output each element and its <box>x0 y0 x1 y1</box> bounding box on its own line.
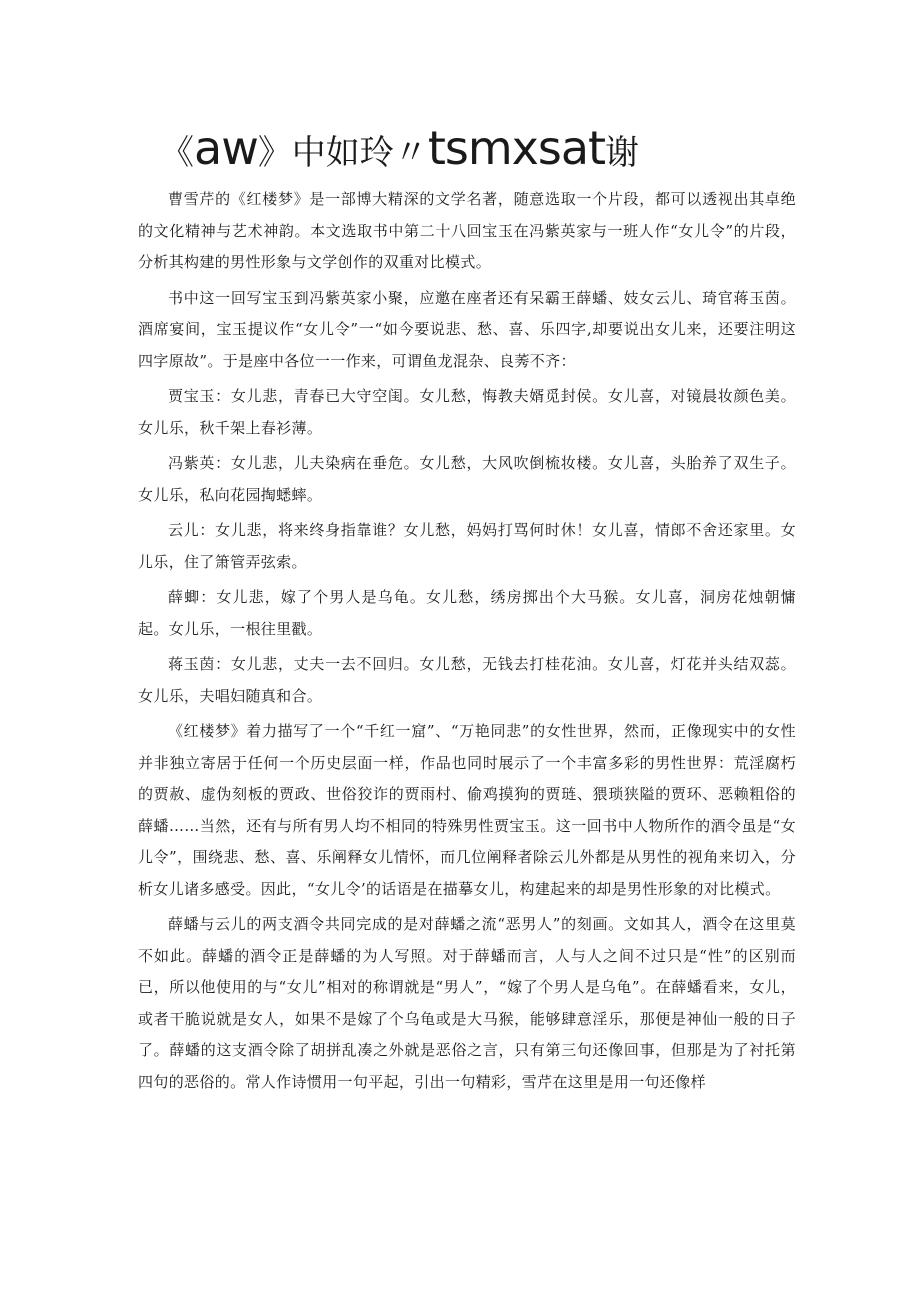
paragraph: 贾宝玉：女儿悲，青春已大守空闺。女儿愁，悔教夫婿觅封侯。女儿喜，对镜晨妆颜色美。女儿乐，秋千架上春衫薄。 <box>138 387 796 437</box>
paragraph: 蒋玉茵：女儿悲，丈夫一去不回归。女儿愁，无钱去打桂花油。女儿喜，灯花并头结双蕊。女儿乐，夫唱妇随真和合。 <box>138 655 796 705</box>
paragraph: 书中这一回写宝玉到冯紫英家小聚，应邀在座者还有呆霸王薛蟠、妓女云儿、琦官蒋玉茵。酒席宴间，宝玉提议作“女儿令”一“如今要说悲、愁、喜、乐四字,却要说出女儿来，还要注明这四字原故”。于是座中各位一一作来，可谓鱼龙混杂、良莠不齐： <box>138 288 796 370</box>
title-segment: aw <box>194 121 258 175</box>
paragraph: 曹雪芹的《红楼梦》是一部博大精深的文学名著，随意选取一个片段，都可以透视出其卓绝的文化精神与艺术神韵。本文选取书中第二十八回宝玉在冯紫英家与一班人作“女儿令”的片段，分析其构建的男性形象与文学创作的双重对比模式。 <box>138 190 796 271</box>
title-segment: tsmxsat <box>427 121 606 175</box>
paragraph: 《红楼梦》着力描写了一个“千红一窟”、“万艳同悲”的女性世界，然而，正像现实中的女性并非独立寄居于任何一个历史层面一样，作品也同时展示了一个丰富多彩的男性世界：荒淫腐朽的贾赦、虚伪刻板的贾政、世俗狡诈的贾雨村、偷鸡摸狗的贾琏、猥琐狭隘的贾环、恶赖粗俗的薛蟠……当然，还有与所有男人均不相同的特殊男性贾宝玉。这一回书中人物所作的酒令虽是“女儿令”，围绕悲、愁、喜、乐阐释女儿情怀，而几位阐释者除云儿外都是从男性的视角来切入，分析女儿诸多感受。因此，“女儿令’的话语是在描摹女儿，构建起来的却是男性形象的对比模式。 <box>138 722 796 898</box>
document-title <box>160 118 800 178</box>
paragraph: 云儿：女儿悲，将来终身指靠谁？女儿愁，妈妈打骂何时休！女儿喜，情郎不舍还家里。女儿乐，住了箫管弄弦索。 <box>138 521 796 571</box>
document-body <box>138 184 796 1102</box>
paragraph: 冯紫英：女儿悲，儿夫染病在垂危。女儿愁，大风吹倒梳妆楼。女儿喜，头胎养了双生子。女儿乐，私向花园掏蟋蟀。 <box>138 454 796 504</box>
title-segment: 》中如玲〃 <box>257 133 428 173</box>
title-segment: 谢 <box>605 133 640 173</box>
paragraph: 薛蝍：女儿悲，嫁了个男人是乌龟。女儿愁，绣房掷出个大马猴。女儿喜，洞房花烛朝慵起。女儿乐，一根往里戳。 <box>138 588 796 638</box>
paragraph: 薛蟠与云儿的两支酒令共同完成的是对薛蟠之流“恶男人”的刻画。文如其人，酒令在这里莫不如此。薛蟠的酒令正是薛蟠的为人写照。对于薛蟠而言，人与人之间不过只是“性”的区别而已，所以他使用的与“女儿”相对的称谓就是“男人”，“嫁了个男人是乌龟”。在薛蟠看来，女儿，或者干脆说就是女人，如果不是嫁了个乌龟或是大马猴，能够肆意淫乐，那便是神仙一般的日子了。薛蟠的这支酒令除了胡拼乱凑之外就是恶俗之言，只有第三句还像回事，但那是为了衬托第四句的恶俗的。常人作诗惯用一句平起，引出一句精彩，雪芹在这里是用一句还像样 <box>138 915 796 1091</box>
title-segment: 《 <box>160 133 194 173</box>
